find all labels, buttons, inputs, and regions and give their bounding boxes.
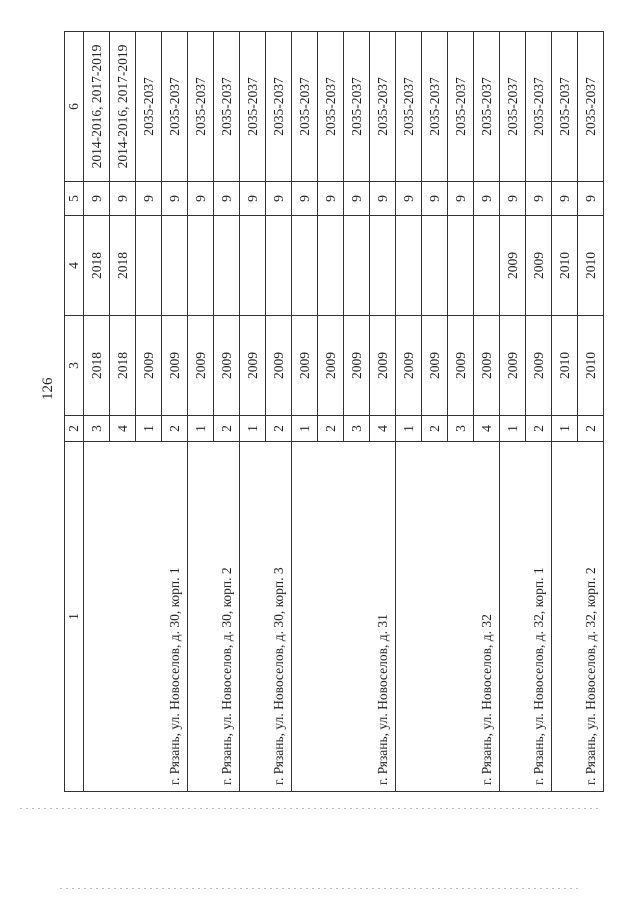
- cell-c3: 2009: [526, 316, 552, 416]
- cell-c4: [188, 216, 214, 316]
- cell-c3: 2009: [214, 316, 240, 416]
- cell-c4: [240, 216, 266, 316]
- cell-c4: [396, 216, 422, 316]
- table-row: [84, 32, 110, 792]
- cell-c2: 1: [500, 416, 526, 442]
- cell-c4: [162, 216, 188, 316]
- cell-c6: 2035-2037: [188, 32, 214, 182]
- cell-c3: 2009: [136, 316, 162, 416]
- cell-c3: 2018: [110, 316, 136, 416]
- cell-c4: [344, 216, 370, 316]
- table-row: [552, 32, 578, 792]
- cell-c5: 9: [526, 182, 552, 216]
- page-number: 126: [40, 377, 56, 400]
- cell-c5: 9: [318, 182, 344, 216]
- cell-c2: 2: [318, 416, 344, 442]
- cell-c5: 9: [240, 182, 266, 216]
- column-header: 1: [65, 442, 84, 792]
- cell-c6: 2035-2037: [396, 32, 422, 182]
- cell-c2: 1: [292, 416, 318, 442]
- cell-c6: 2014-2016, 2017-2019: [84, 32, 110, 182]
- address-cell: г. Рязань, ул. Новоселов, д. 30, корп. 1: [84, 442, 188, 792]
- cell-c6: 2035-2037: [578, 32, 604, 182]
- cell-c5: 9: [448, 182, 474, 216]
- cell-c3: 2009: [448, 316, 474, 416]
- cell-c4: 2018: [84, 216, 110, 316]
- table-row: [188, 32, 214, 792]
- cell-c6: 2035-2037: [162, 32, 188, 182]
- cell-c4: 2009: [526, 216, 552, 316]
- cell-c3: 2009: [292, 316, 318, 416]
- cell-c2: 2: [578, 416, 604, 442]
- cell-c6: 2035-2037: [370, 32, 396, 182]
- address-cell: г. Рязань, ул. Новоселов, д. 30, корп. 3: [240, 442, 292, 792]
- cell-c6: 2035-2037: [136, 32, 162, 182]
- cell-c6: 2035-2037: [422, 32, 448, 182]
- cell-c3: 2009: [240, 316, 266, 416]
- cell-c4: [136, 216, 162, 316]
- cell-c3: 2009: [474, 316, 500, 416]
- column-header: 4: [65, 216, 84, 316]
- cell-c5: 9: [188, 182, 214, 216]
- cell-c5: 9: [578, 182, 604, 216]
- address-cell: г. Рязань, ул. Новоселов, д. 32: [396, 442, 500, 792]
- cell-c3: 2009: [396, 316, 422, 416]
- cell-c3: 2009: [422, 316, 448, 416]
- cell-c6: 2035-2037: [214, 32, 240, 182]
- cell-c4: [448, 216, 474, 316]
- cell-c6: 2014-2016, 2017-2019: [110, 32, 136, 182]
- cell-c4: [214, 216, 240, 316]
- cell-c3: 2009: [318, 316, 344, 416]
- column-header: 3: [65, 316, 84, 416]
- table-row: [240, 32, 266, 792]
- data-table-rotated: [64, 32, 598, 792]
- cell-c2: 2: [214, 416, 240, 442]
- cell-c3: 2009: [370, 316, 396, 416]
- cell-c5: 9: [214, 182, 240, 216]
- cell-c4: [474, 216, 500, 316]
- cell-c5: 9: [344, 182, 370, 216]
- scan-noise-line: [60, 888, 580, 889]
- column-header: 5: [65, 182, 84, 216]
- cell-c2: 2: [526, 416, 552, 442]
- cell-c5: 9: [552, 182, 578, 216]
- address-cell: г. Рязань, ул. Новоселов, д. 32, корп. 2: [552, 442, 604, 792]
- cell-c5: 9: [370, 182, 396, 216]
- column-header: 6: [65, 32, 84, 182]
- cell-c5: 9: [162, 182, 188, 216]
- cell-c2: 3: [344, 416, 370, 442]
- cell-c4: [422, 216, 448, 316]
- cell-c2: 1: [552, 416, 578, 442]
- scan-noise-line: [20, 808, 600, 809]
- data-table: [64, 31, 604, 792]
- cell-c3: 2009: [500, 316, 526, 416]
- cell-c6: 2035-2037: [474, 32, 500, 182]
- cell-c4: 2010: [578, 216, 604, 316]
- address-cell: г. Рязань, ул. Новоселов, д. 30, корп. 2: [188, 442, 240, 792]
- cell-c2: 3: [448, 416, 474, 442]
- cell-c2: 1: [136, 416, 162, 442]
- cell-c3: 2009: [162, 316, 188, 416]
- cell-c5: 9: [136, 182, 162, 216]
- cell-c4: 2009: [500, 216, 526, 316]
- cell-c5: 9: [110, 182, 136, 216]
- column-header: 2: [65, 416, 84, 442]
- cell-c6: 2035-2037: [552, 32, 578, 182]
- cell-c5: 9: [84, 182, 110, 216]
- cell-c2: 2: [162, 416, 188, 442]
- header-row: [65, 32, 84, 792]
- cell-c3: 2009: [188, 316, 214, 416]
- cell-c6: 2035-2037: [266, 32, 292, 182]
- address-cell: г. Рязань, ул. Новоселов, д. 32, корп. 1: [500, 442, 552, 792]
- table-row: [396, 32, 422, 792]
- cell-c4: [370, 216, 396, 316]
- cell-c4: 2018: [110, 216, 136, 316]
- cell-c2: 2: [266, 416, 292, 442]
- cell-c5: 9: [292, 182, 318, 216]
- cell-c2: 4: [370, 416, 396, 442]
- cell-c2: 3: [84, 416, 110, 442]
- cell-c6: 2035-2037: [344, 32, 370, 182]
- cell-c3: 2009: [266, 316, 292, 416]
- cell-c5: 9: [474, 182, 500, 216]
- cell-c2: 1: [188, 416, 214, 442]
- cell-c3: 2010: [578, 316, 604, 416]
- cell-c3: 2010: [552, 316, 578, 416]
- cell-c6: 2035-2037: [526, 32, 552, 182]
- cell-c5: 9: [266, 182, 292, 216]
- cell-c4: [266, 216, 292, 316]
- cell-c2: 4: [474, 416, 500, 442]
- cell-c3: 2009: [344, 316, 370, 416]
- cell-c6: 2035-2037: [318, 32, 344, 182]
- cell-c2: 1: [240, 416, 266, 442]
- table-body: [84, 32, 604, 792]
- cell-c4: [318, 216, 344, 316]
- cell-c2: 1: [396, 416, 422, 442]
- cell-c2: 4: [110, 416, 136, 442]
- cell-c5: 9: [396, 182, 422, 216]
- cell-c6: 2035-2037: [240, 32, 266, 182]
- table-row: [292, 32, 318, 792]
- cell-c5: 9: [422, 182, 448, 216]
- cell-c6: 2035-2037: [500, 32, 526, 182]
- cell-c4: 2010: [552, 216, 578, 316]
- cell-c6: 2035-2037: [292, 32, 318, 182]
- cell-c6: 2035-2037: [448, 32, 474, 182]
- cell-c4: [292, 216, 318, 316]
- address-cell: г. Рязань, ул. Новоселов, д. 31: [292, 442, 396, 792]
- cell-c5: 9: [500, 182, 526, 216]
- cell-c3: 2018: [84, 316, 110, 416]
- cell-c2: 2: [422, 416, 448, 442]
- table-row: [500, 32, 526, 792]
